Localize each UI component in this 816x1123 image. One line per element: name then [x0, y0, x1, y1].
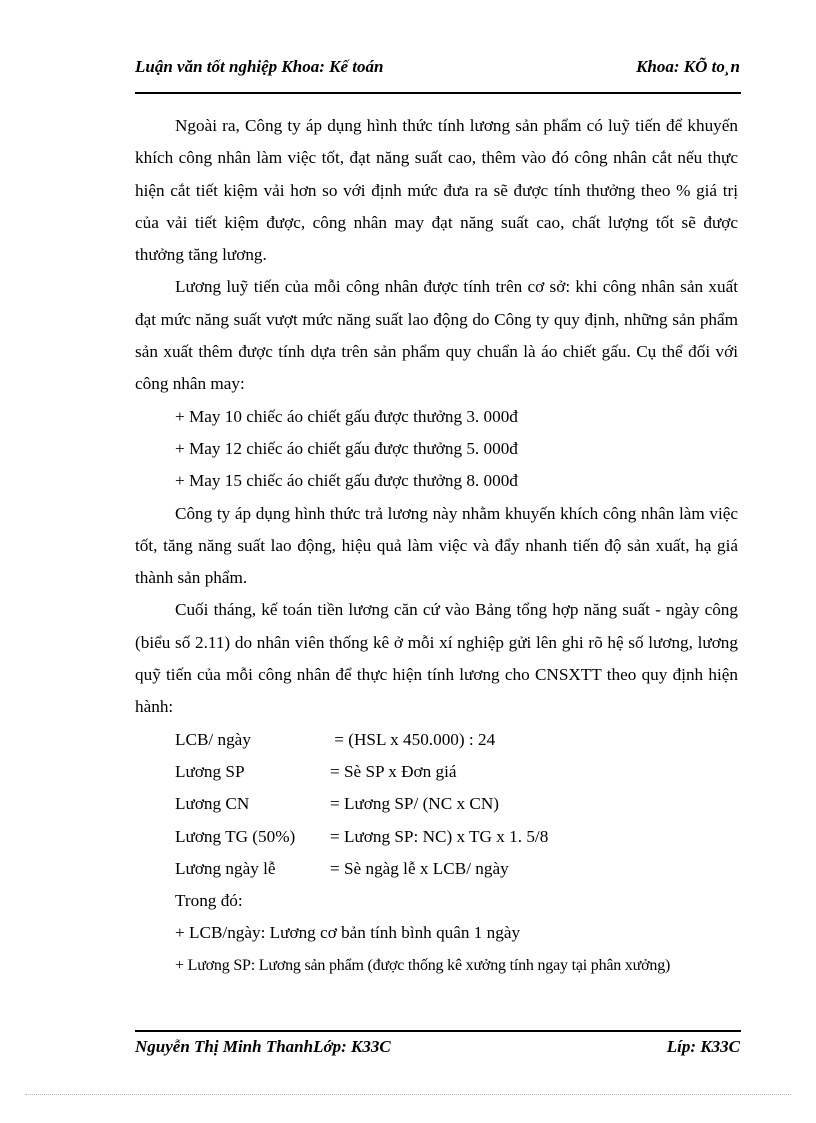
formula-expression: = Sè ngàg lễ x LCB/ ngày	[330, 858, 509, 878]
formula-expression: = Lương SP: NC) x TG x 1. 5/8	[330, 826, 549, 846]
note-item: + Lương SP: Lương sản phẩm (được thống kê xưởng tính ngay tại phân xưởng)	[175, 956, 671, 974]
footer-right: Líp: K33C	[666, 1037, 740, 1056]
page-footer	[135, 1037, 740, 1057]
formula-term: Lương ngày lễ	[175, 858, 276, 878]
formula-row	[135, 724, 738, 756]
formula-term: Lương TG (50%)	[175, 826, 296, 846]
note-item: + LCB/ngày: Lương cơ bản tính bình quân 1 ngày	[175, 923, 521, 943]
formula-row	[135, 853, 738, 885]
formula-expression: = (HSL x 450.000) : 24	[330, 729, 496, 749]
footer-left: Nguyễn Thị Minh ThanhLớp: K33C	[135, 1037, 391, 1056]
formula-expression: = Sè SP x Đơn giá	[330, 761, 457, 781]
formula-row	[135, 788, 738, 820]
formula-term: LCB/ ngày	[175, 729, 251, 749]
paragraph-2: Lương luỹ tiến của mỗi công nhân được tính trên cơ sở: khi công nhân sản xuất đạt mức năng suất vượt mức năng suất lao động do Công ty quy định, những sản phẩm sản xuất thêm được tính dựa trên sản phẩm quy chuẩn là áo chiết gấu. Cụ thể đối với công nhân may:	[135, 277, 738, 394]
formula-expression: = Lương SP/ (NC x CN)	[330, 794, 499, 814]
formula-row	[135, 821, 738, 853]
header-left: Luận văn tốt nghiệp Khoa: Kế toán	[135, 57, 384, 76]
bonus-item: + May 12 chiếc áo chiết gấu được thưởng 5. 000đ	[175, 438, 518, 458]
formula-row	[135, 756, 738, 788]
paragraph-1: Ngoài ra, Công ty áp dụng hình thức tính lương sản phẩm có luỹ tiến để khuyến khích công nhân làm việc tốt, đạt năng suất cao, thêm vào đó công nhân cắt nếu thực hiện cắt tiết kiệm vải hơn so với định mức đưa ra sẽ được tính thưởng theo % giá trị của vải tiết kiệm được, công nhân may đạt năng suất cao, chất lượng tốt sẽ được thưởng tăng lương.	[135, 116, 738, 265]
page-header	[135, 57, 740, 77]
formula-term: Lương CN	[175, 794, 250, 814]
page-boundary	[25, 1094, 791, 1095]
document-body	[135, 110, 738, 982]
where-label: Trong đó:	[175, 891, 243, 911]
formula-list	[135, 724, 738, 885]
footer-rule	[135, 1030, 741, 1032]
paragraph-4: Cuối tháng, kế toán tiền lương căn cứ vào Bảng tổng hợp năng suất - ngày công (biểu số 2.11) do nhân viên thống kê ở mỗi xí nghiệp gửi lên ghi rõ hệ số lương, lương quỹ tiến của mỗi công nhân để thực hiện tính lương cho CNSXTT theo quy định hiện hành:	[135, 600, 738, 717]
bonus-item: + May 15 chiếc áo chiết gấu được thưởng 8. 000đ	[175, 471, 518, 491]
paragraph-3: Công ty áp dụng hình thức trả lương này nhằm khuyến khích công nhân làm việc tốt, tăng năng suất lao động, hiệu quả làm việc và đẩy nhanh tiến độ sản xuất, hạ giá thành sản phẩm.	[135, 503, 738, 588]
formula-term: Lương SP	[175, 761, 245, 781]
header-rule	[135, 92, 741, 94]
bonus-item: + May 10 chiếc áo chiết gấu được thưởng 3. 000đ	[175, 406, 518, 426]
header-right: Khoa: KÕ to¸n	[636, 57, 740, 76]
